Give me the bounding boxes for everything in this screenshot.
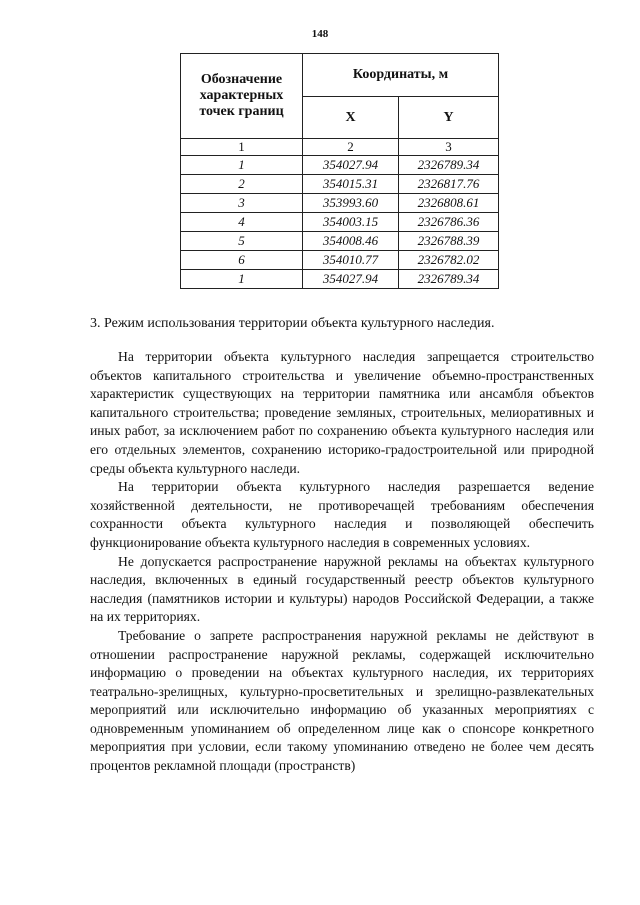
column-number: 2 — [303, 139, 399, 156]
point-id: 1 — [181, 156, 303, 175]
coord-y: 2326788.39 — [399, 232, 499, 251]
table-row — [181, 156, 499, 175]
point-id: 1 — [181, 270, 303, 289]
table-row — [181, 251, 499, 270]
coord-x: 354015.31 — [303, 175, 399, 194]
header-boundary-points: Обозначение характерных точек границ — [181, 54, 303, 139]
coord-x: 354027.94 — [303, 270, 399, 289]
coord-y: 2326789.34 — [399, 156, 499, 175]
section-heading: 3. Режим использования территории объекта культурного наследия. — [90, 316, 495, 331]
column-number: 1 — [181, 139, 303, 156]
paragraph-advertising-exception: Требование о запрете распространения наружной рекламы не действуют в отношении распространение наружной рекламы, содержащей исключительно информацию о проведении на объектах культурного наследия, их территориях театрально-зрелищных, культурно-просветительных и зрелищно-развлекательных мероприятий или исключительно информацию об указанных мероприятиях с одновременным упоминанием об определенном лице как о спонсоре конкретного мероприятия при условии, если такому упоминанию отведено не более чем десять процентов рекламной площади (пространств) — [90, 627, 594, 774]
table-row — [181, 213, 499, 232]
coord-x: 354008.46 — [303, 232, 399, 251]
header-y: Y — [399, 97, 499, 139]
coord-x: 354003.15 — [303, 213, 399, 232]
table-row — [181, 175, 499, 194]
coordinates-table — [180, 53, 499, 289]
table-header-row — [181, 54, 499, 97]
page-number: 148 — [311, 28, 329, 40]
point-id: 6 — [181, 251, 303, 270]
point-id: 2 — [181, 175, 303, 194]
coord-x: 354010.77 — [303, 251, 399, 270]
column-number: 3 — [399, 139, 499, 156]
point-id: 4 — [181, 213, 303, 232]
paragraph-prohibitions: На территории объекта культурного наследия запрещается строительство объектов капитального строительства и увеличение объемно-пространственных характеристик существующих на территории памятника или ансамбля объектов капитального строительства; проведение земляных, строительных, мелиоративных и иных работ, за исключением работ по сохранению объекта культурного наследия или его отдельных элементов, сохранению историко-градостроительной или природной среды объекта культурного наследи. — [90, 349, 594, 476]
paragraph-permitted-activity: На территории объекта культурного наследия разрешается ведение хозяйственной деятельности, не противоречащей требованиям обеспечения сохранности объекта культурного наследия и позволяющей обеспечить функционирование объекта культурного наследия в современных условиях. — [90, 479, 594, 550]
table-row — [181, 232, 499, 251]
body-text — [90, 348, 594, 776]
table-row — [181, 194, 499, 213]
header-coordinates: Координаты, м — [303, 54, 499, 97]
coord-y: 2326786.36 — [399, 213, 499, 232]
coord-y: 2326808.61 — [399, 194, 499, 213]
point-id: 5 — [181, 232, 303, 251]
coord-y: 2326782.02 — [399, 251, 499, 270]
header-x: X — [303, 97, 399, 139]
point-id: 3 — [181, 194, 303, 213]
coord-y: 2326817.76 — [399, 175, 499, 194]
coord-x: 353993.60 — [303, 194, 399, 213]
coord-x: 354027.94 — [303, 156, 399, 175]
coord-y: 2326789.34 — [399, 270, 499, 289]
table-row — [181, 270, 499, 289]
paragraph-advertising-ban: Не допускается распространение наружной рекламы на объектах культурного наследия, включенных в единый государственный реестр объектов культурного наследия (памятников истории и культуры) народов Российской Федерации, а также на их территориях. — [90, 553, 594, 625]
column-number-row — [181, 139, 499, 156]
